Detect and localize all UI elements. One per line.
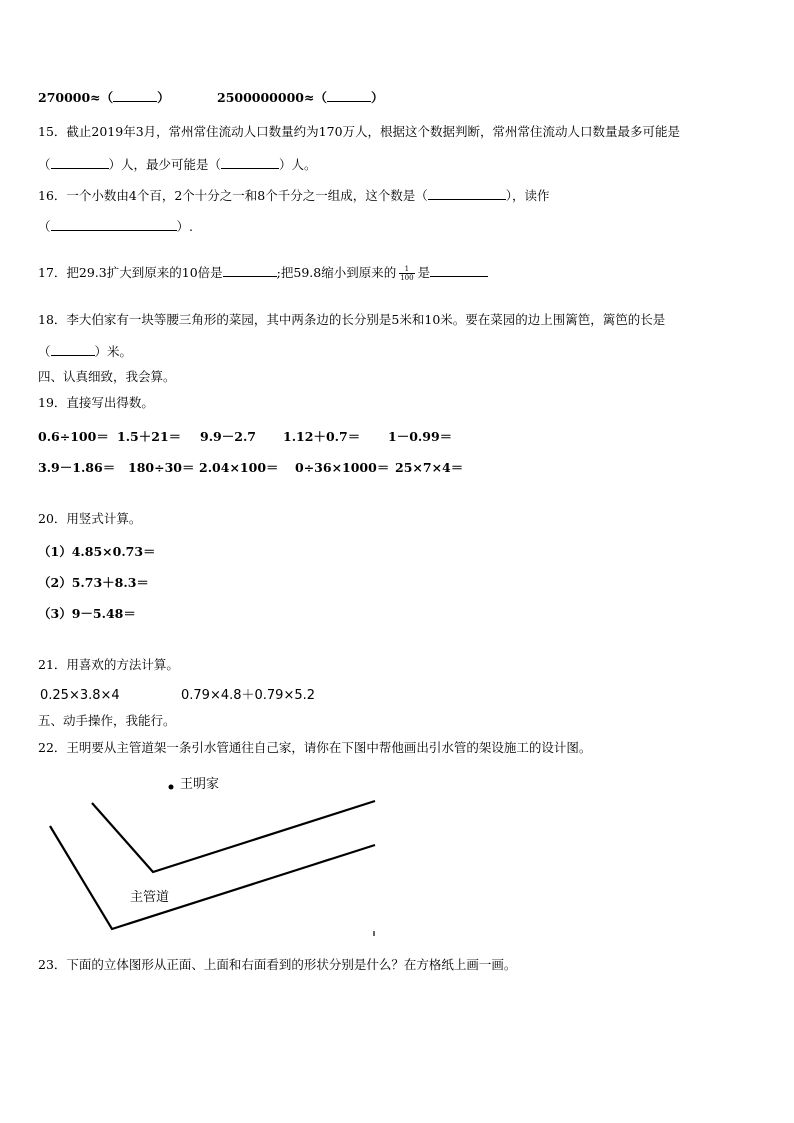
- q18-line1: 18．李大伯家有一块等腰三角形的菜园，其中两条边的长分别是5米和10米。要在菜园的边上围篱笆，篱笆的长是: [38, 312, 666, 327]
- q19-r1-c1: 0.6÷100＝: [38, 429, 109, 444]
- q21-expr-1: 0.25×3.8×4: [40, 688, 120, 703]
- q21-title: 21．用喜欢的方法计算。: [38, 657, 179, 672]
- house-marker-dot: [169, 785, 174, 790]
- q20-item-1: （1）4.85×0.73＝: [38, 544, 156, 559]
- q14-blank-b[interactable]: [327, 89, 371, 102]
- q17-blank-2[interactable]: [430, 264, 488, 277]
- q19-r2-c2: 180÷30＝: [128, 460, 195, 475]
- q20-title: 20．用竖式计算。: [38, 511, 142, 526]
- q16-blank-reading[interactable]: [51, 218, 177, 231]
- q17-blank-1[interactable]: [223, 264, 277, 277]
- q20-item-2: （2）5.73＋8.3＝: [38, 575, 149, 590]
- q19-r1-c3: 9.9－2.7: [200, 429, 256, 444]
- q23-title: 23．下面的立体图形从正面、上面和右面看到的形状分别是什么？在方格纸上画一画。: [38, 957, 517, 972]
- q16-line1: 16．一个小数由4个百，2个十分之一和8个千分之一组成，这个数是（ ），读作: [38, 188, 550, 203]
- q15-line1: 15．截止2019年3月，常州常住流动人口数量约为170万人，根据这个数据判断，常州常住流动人口数量最多可能是: [38, 124, 681, 139]
- q16-blank-number[interactable]: [428, 187, 506, 200]
- q18-line2: （ ）米。: [38, 344, 133, 359]
- q15-blank-min[interactable]: [221, 156, 279, 169]
- house-label: 王明家: [180, 777, 220, 792]
- q14-line: 270000≈（ ）: [38, 90, 170, 105]
- q19-title: 19．直接写出得数。: [38, 395, 154, 410]
- pipe-mark: [315, 859, 330, 864]
- q15-line2: （ ）人，最少可能是（ ）人。: [38, 157, 317, 172]
- main-pipe-line: [50, 826, 375, 929]
- q19-r1-c2: 1.5＋21＝: [117, 429, 182, 444]
- q14-blank-a[interactable]: [113, 89, 157, 102]
- q14-line-b: 2500000000≈（ ）: [217, 90, 384, 105]
- q15-blank-max[interactable]: [51, 156, 109, 169]
- q19-r2-c1: 3.9－1.86＝: [38, 460, 116, 475]
- q16-line2: （ ）.: [38, 219, 193, 234]
- q18-blank[interactable]: [51, 343, 95, 356]
- q22-title: 22．王明要从主管道架一条引水管通往自己家，请你在下图中帮他画出引水管的架设施工的设计图。: [38, 740, 592, 755]
- section-five-heading: 五、动手操作，我能行。: [38, 713, 176, 728]
- upper-pipe-line: [92, 801, 375, 872]
- q19-r2-c4: 0÷36×1000＝: [295, 460, 390, 475]
- q19-r2-c3: 2.04×100＝: [199, 460, 279, 475]
- section-four-heading: 四、认真细致，我会算。: [38, 369, 176, 384]
- main-pipe-label: 主管道: [130, 890, 170, 905]
- q21-expr-2: 0.79×4.8＋0.79×5.2: [181, 688, 316, 703]
- q20-item-3: （3）9－5.48＝: [38, 606, 136, 621]
- q19-r1-c4: 1.12＋0.7＝: [283, 429, 361, 444]
- q19-r1-c5: 1－0.99＝: [388, 429, 453, 444]
- fraction-one-hundredth: $\frac{1}{100}$: [400, 265, 414, 282]
- pipe-diagram: [0, 760, 400, 950]
- q17-line: 17．把29.3扩大到原来的10倍是 ;把59.8缩小到原来的 $\frac{1}{100}$ 是: [38, 264, 488, 282]
- q19-r2-c5: 25×7×4＝: [395, 460, 464, 475]
